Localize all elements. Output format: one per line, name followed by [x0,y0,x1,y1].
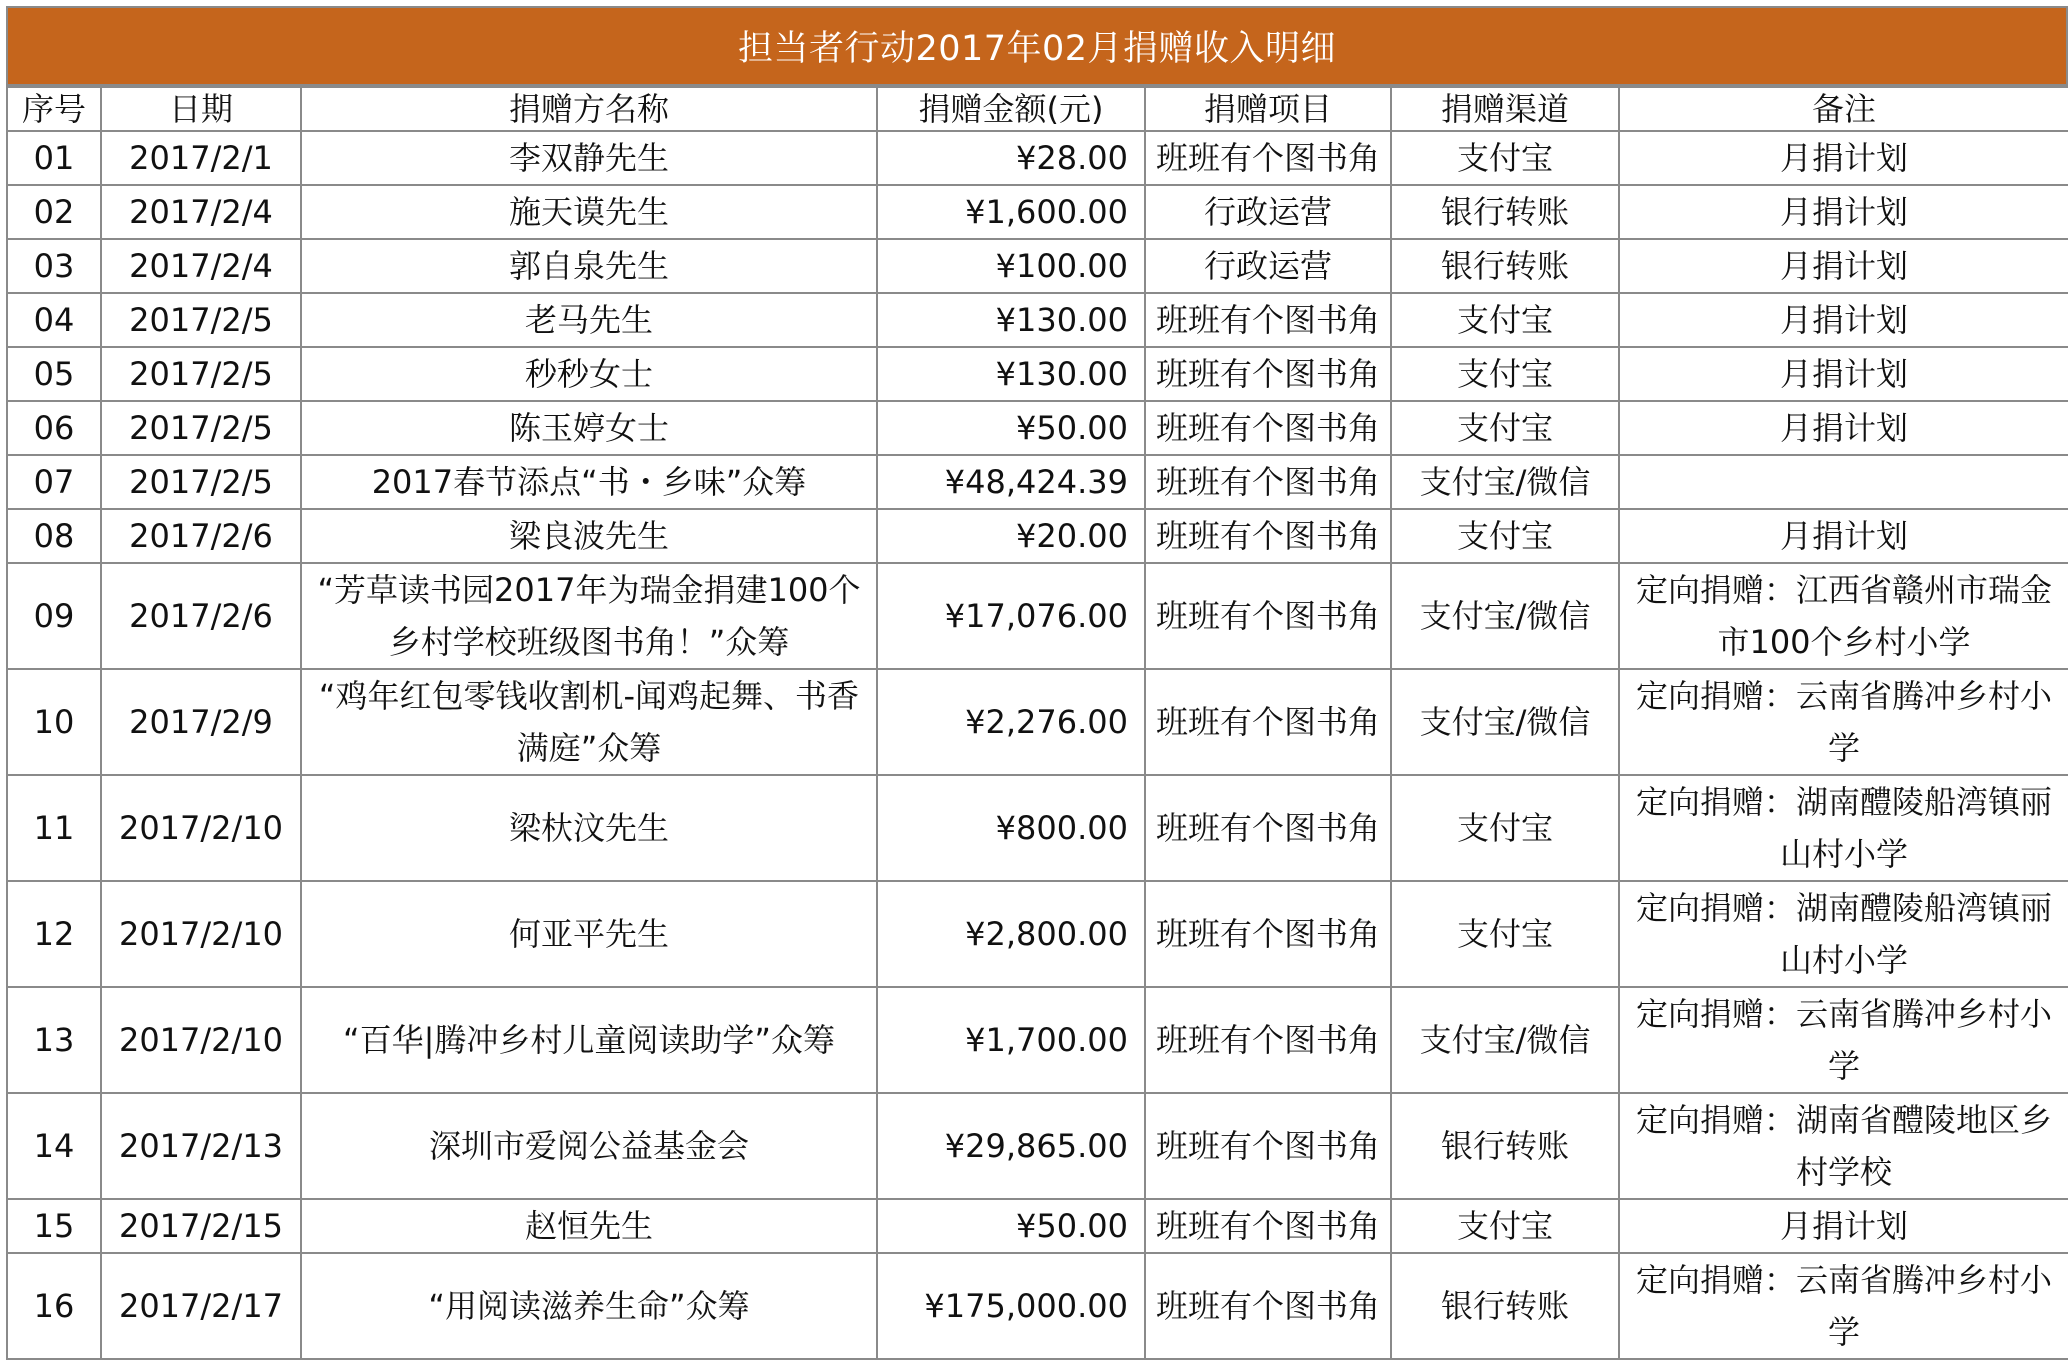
header-project: 捐赠项目 [1145,87,1391,131]
cell-no: 16 [7,1253,101,1359]
cell-date: 2017/2/10 [101,881,301,987]
table-row [7,1253,2068,1359]
cell-amount: ¥20.00 [877,509,1145,563]
cell-note: 定向捐赠：湖南省醴陵地区乡村学校 [1619,1093,2068,1199]
cell-donor: 李双静先生 [301,131,877,185]
cell-project: 班班有个图书角 [1145,1199,1391,1253]
cell-donor: “鸡年红包零钱收割机-闻鸡起舞、书香满庭”众筹 [301,669,877,775]
table-row [7,1093,2068,1199]
table-row [7,455,2068,509]
cell-no: 05 [7,347,101,401]
cell-no: 08 [7,509,101,563]
cell-donor: 郭自泉先生 [301,239,877,293]
cell-no: 09 [7,563,101,669]
cell-project: 班班有个图书角 [1145,881,1391,987]
cell-no: 04 [7,293,101,347]
table-row [7,987,2068,1093]
cell-note [1619,455,2068,509]
cell-note: 月捐计划 [1619,131,2068,185]
cell-channel: 支付宝/微信 [1391,563,1619,669]
cell-date: 2017/2/5 [101,293,301,347]
cell-channel: 支付宝 [1391,401,1619,455]
cell-donor: 赵恒先生 [301,1199,877,1253]
cell-amount: ¥48,424.39 [877,455,1145,509]
cell-note: 月捐计划 [1619,293,2068,347]
sheet-title: 担当者行动2017年02月捐赠收入明细 [6,6,2068,86]
cell-amount: ¥100.00 [877,239,1145,293]
cell-date: 2017/2/1 [101,131,301,185]
cell-date: 2017/2/5 [101,347,301,401]
cell-donor: “用阅读滋养生命”众筹 [301,1253,877,1359]
cell-donor: 深圳市爱阅公益基金会 [301,1093,877,1199]
table-row [7,563,2068,669]
cell-amount: ¥130.00 [877,347,1145,401]
cell-channel: 银行转账 [1391,1253,1619,1359]
cell-note: 月捐计划 [1619,1199,2068,1253]
cell-donor: 梁良波先生 [301,509,877,563]
cell-donor: “百华|腾冲乡村儿童阅读助学”众筹 [301,987,877,1093]
donation-table [6,86,2068,1360]
cell-note: 月捐计划 [1619,509,2068,563]
cell-channel: 支付宝/微信 [1391,669,1619,775]
cell-amount: ¥2,800.00 [877,881,1145,987]
cell-channel: 支付宝 [1391,775,1619,881]
cell-channel: 支付宝 [1391,509,1619,563]
cell-amount: ¥2,276.00 [877,669,1145,775]
cell-channel: 银行转账 [1391,1093,1619,1199]
cell-project: 班班有个图书角 [1145,775,1391,881]
cell-project: 班班有个图书角 [1145,1253,1391,1359]
cell-note: 定向捐赠：云南省腾冲乡村小学 [1619,987,2068,1093]
cell-note: 月捐计划 [1619,239,2068,293]
cell-note: 定向捐赠：江西省赣州市瑞金市100个乡村小学 [1619,563,2068,669]
cell-project: 班班有个图书角 [1145,455,1391,509]
cell-no: 07 [7,455,101,509]
cell-no: 12 [7,881,101,987]
cell-donor: 2017春节添点“书・乡味”众筹 [301,455,877,509]
cell-date: 2017/2/4 [101,239,301,293]
cell-project: 班班有个图书角 [1145,987,1391,1093]
cell-amount: ¥1,600.00 [877,185,1145,239]
cell-project: 班班有个图书角 [1145,1093,1391,1199]
header-row [7,87,2068,131]
cell-project: 班班有个图书角 [1145,563,1391,669]
cell-amount: ¥17,076.00 [877,563,1145,669]
cell-date: 2017/2/10 [101,987,301,1093]
cell-channel: 支付宝 [1391,1199,1619,1253]
table-row [7,1199,2068,1253]
cell-amount: ¥800.00 [877,775,1145,881]
cell-channel: 支付宝 [1391,293,1619,347]
cell-amount: ¥50.00 [877,401,1145,455]
table-row [7,239,2068,293]
cell-date: 2017/2/6 [101,509,301,563]
cell-date: 2017/2/5 [101,401,301,455]
cell-donor: “芳草读书园2017年为瑞金捐建100个乡村学校班级图书角！”众筹 [301,563,877,669]
cell-date: 2017/2/10 [101,775,301,881]
cell-date: 2017/2/15 [101,1199,301,1253]
cell-channel: 支付宝 [1391,881,1619,987]
cell-amount: ¥28.00 [877,131,1145,185]
cell-no: 01 [7,131,101,185]
table-row [7,293,2068,347]
table-row [7,775,2068,881]
cell-date: 2017/2/5 [101,455,301,509]
cell-channel: 支付宝 [1391,347,1619,401]
cell-amount: ¥130.00 [877,293,1145,347]
cell-project: 班班有个图书角 [1145,509,1391,563]
cell-donor: 梁杕汶先生 [301,775,877,881]
cell-project: 班班有个图书角 [1145,293,1391,347]
cell-no: 02 [7,185,101,239]
donation-sheet [6,6,2068,1360]
header-date: 日期 [101,87,301,131]
cell-channel: 银行转账 [1391,239,1619,293]
table-row [7,881,2068,987]
cell-project: 班班有个图书角 [1145,347,1391,401]
cell-date: 2017/2/17 [101,1253,301,1359]
table-row [7,347,2068,401]
cell-note: 定向捐赠：湖南醴陵船湾镇丽山村小学 [1619,775,2068,881]
header-donor: 捐赠方名称 [301,87,877,131]
cell-donor: 老马先生 [301,293,877,347]
cell-note: 月捐计划 [1619,185,2068,239]
cell-no: 03 [7,239,101,293]
cell-donor: 秒秒女士 [301,347,877,401]
cell-note: 月捐计划 [1619,401,2068,455]
cell-no: 15 [7,1199,101,1253]
cell-donor: 陈玉婷女士 [301,401,877,455]
cell-amount: ¥29,865.00 [877,1093,1145,1199]
header-no: 序号 [7,87,101,131]
header-note: 备注 [1619,87,2068,131]
cell-project: 行政运营 [1145,185,1391,239]
cell-date: 2017/2/13 [101,1093,301,1199]
cell-date: 2017/2/6 [101,563,301,669]
cell-channel: 支付宝/微信 [1391,987,1619,1093]
cell-donor: 施天谟先生 [301,185,877,239]
cell-no: 10 [7,669,101,775]
cell-no: 13 [7,987,101,1093]
table-row [7,185,2068,239]
cell-no: 11 [7,775,101,881]
cell-amount: ¥175,000.00 [877,1253,1145,1359]
table-row [7,131,2068,185]
cell-project: 班班有个图书角 [1145,669,1391,775]
header-amount: 捐赠金额(元) [877,87,1145,131]
cell-no: 14 [7,1093,101,1199]
cell-amount: ¥1,700.00 [877,987,1145,1093]
cell-amount: ¥50.00 [877,1199,1145,1253]
table-row [7,509,2068,563]
cell-project: 班班有个图书角 [1145,401,1391,455]
cell-channel: 银行转账 [1391,185,1619,239]
cell-project: 班班有个图书角 [1145,131,1391,185]
cell-note: 定向捐赠：云南省腾冲乡村小学 [1619,1253,2068,1359]
cell-note: 定向捐赠：云南省腾冲乡村小学 [1619,669,2068,775]
table-row [7,401,2068,455]
cell-date: 2017/2/4 [101,185,301,239]
cell-no: 06 [7,401,101,455]
cell-note: 定向捐赠：湖南醴陵船湾镇丽山村小学 [1619,881,2068,987]
cell-project: 行政运营 [1145,239,1391,293]
cell-channel: 支付宝/微信 [1391,455,1619,509]
header-channel: 捐赠渠道 [1391,87,1619,131]
table-row [7,669,2068,775]
cell-date: 2017/2/9 [101,669,301,775]
cell-note: 月捐计划 [1619,347,2068,401]
cell-channel: 支付宝 [1391,131,1619,185]
cell-donor: 何亚平先生 [301,881,877,987]
